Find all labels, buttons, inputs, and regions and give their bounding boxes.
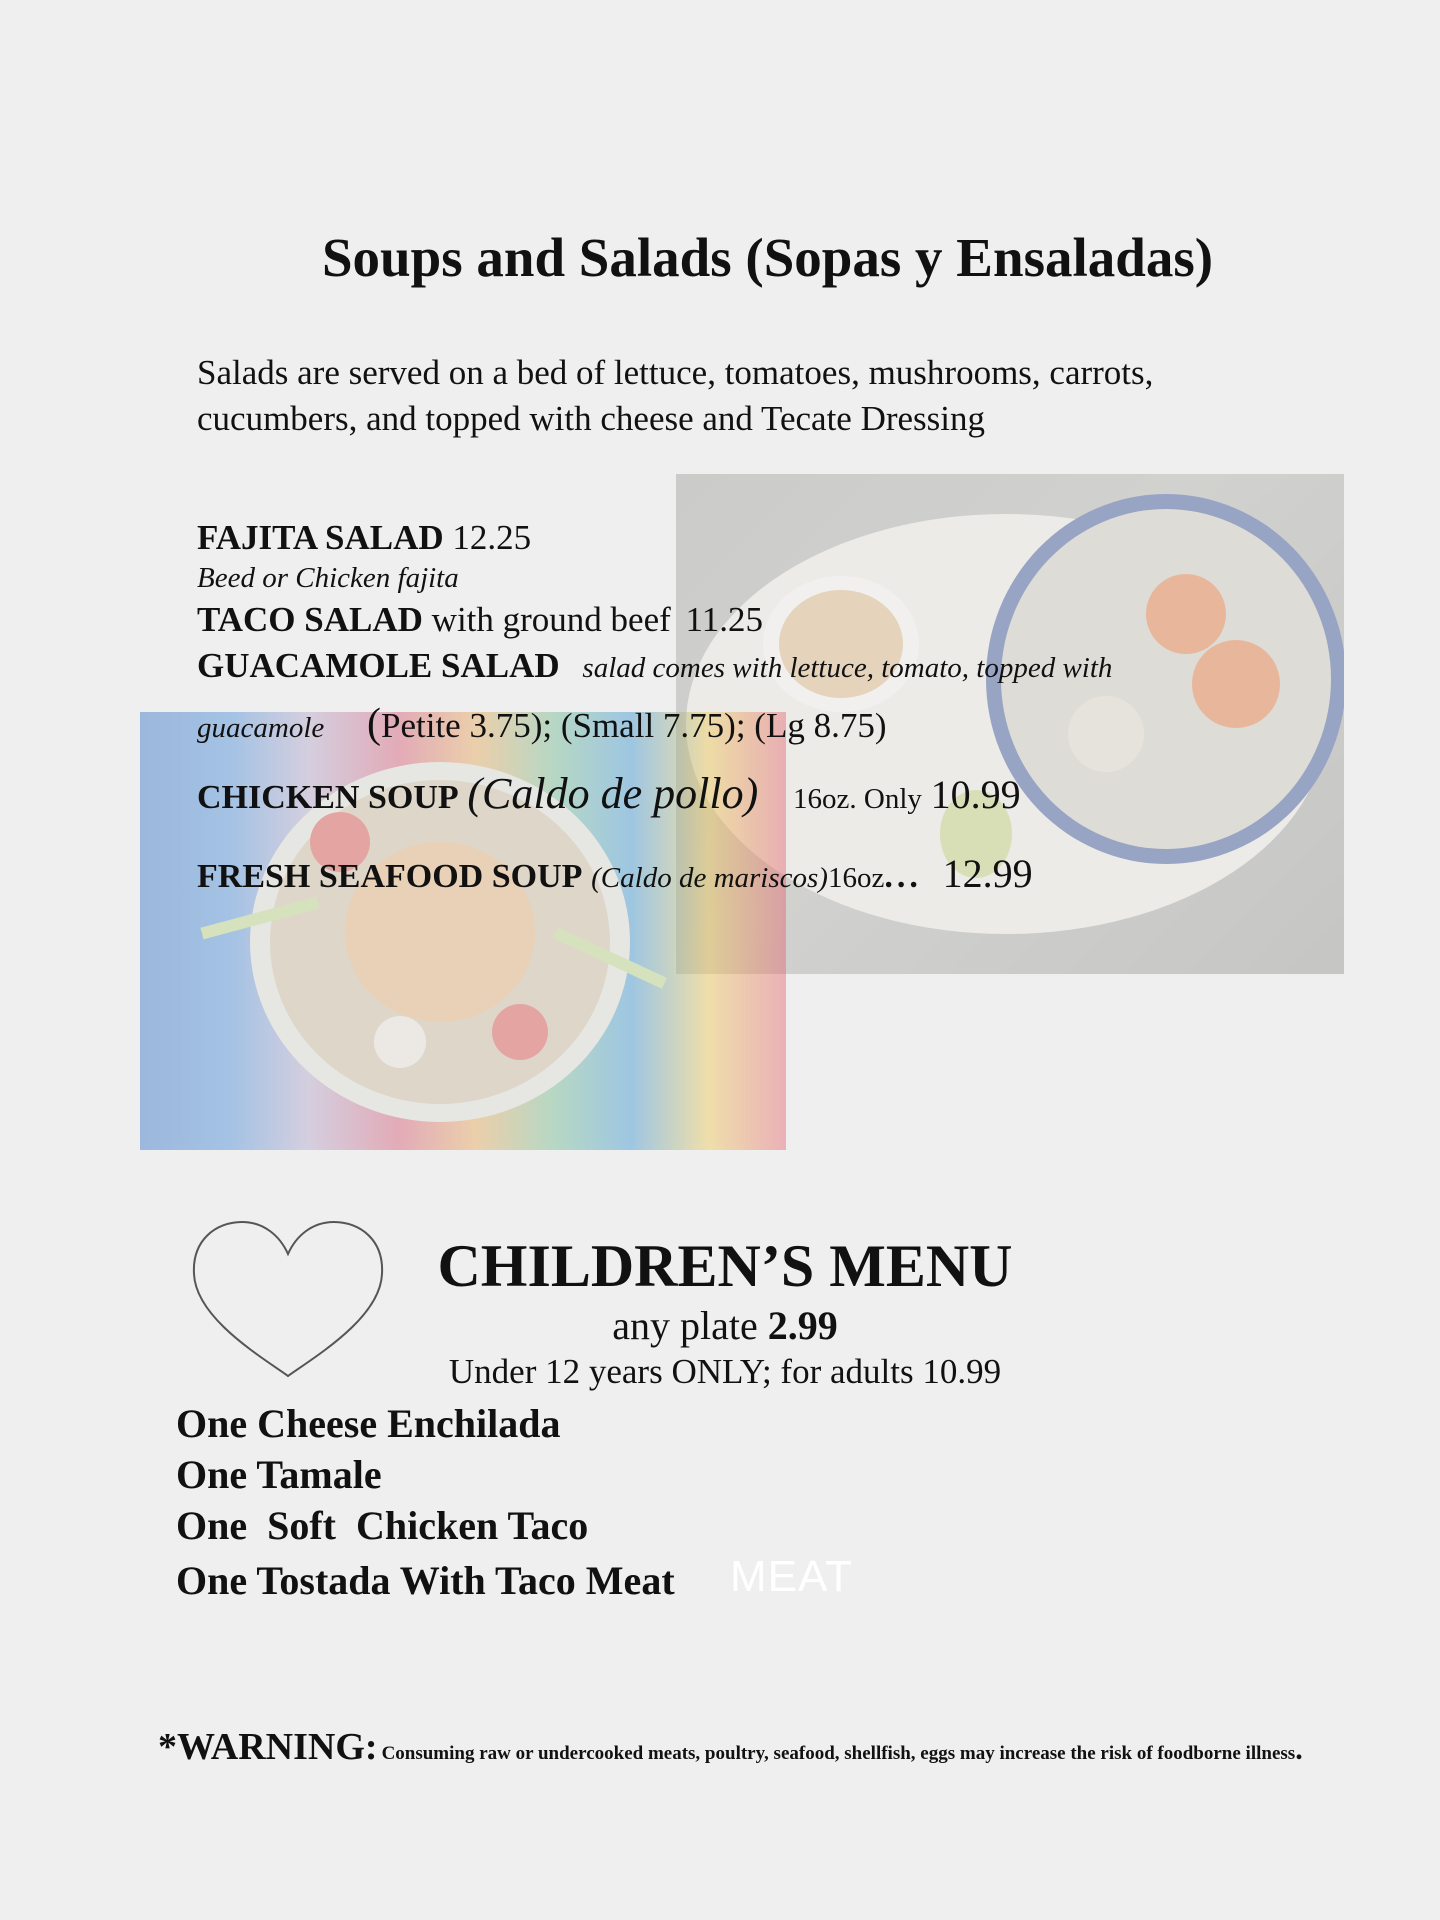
dot-leader: ... <box>884 858 922 895</box>
page-title: Soups and Salads (Sopas y Ensaladas) <box>321 227 1214 288</box>
item-name: TACO SALAD <box>197 600 423 639</box>
warning-text: Consuming raw or undercooked meats, poultry, seafood, shellfish, eggs may increase the risk of foodborne illness <box>381 1743 1296 1764</box>
price-value: 2.99 <box>767 1303 838 1348</box>
item-price: 12.99 <box>942 851 1033 896</box>
menu-item-taco-salad <box>197 600 763 640</box>
childrens-item: One Tostada With Taco Meat <box>176 1558 675 1603</box>
childrens-item: One Tamale <box>176 1452 382 1497</box>
guacamole-price-line <box>197 700 886 748</box>
menu-item-guacamole-salad <box>197 646 1112 686</box>
item-price: 11.25 <box>685 600 763 639</box>
price-label: any plate <box>612 1303 758 1348</box>
item-description: with ground beef <box>431 600 671 639</box>
item-description: salad comes with lettuce, tomato, topped with <box>582 652 1113 684</box>
childrens-menu-title: CHILDREN’S MENU <box>437 1233 1013 1299</box>
childrens-item: One Cheese Enchilada <box>176 1401 561 1446</box>
item-name: CHICKEN SOUP <box>197 779 459 816</box>
fajita-description: Beed or Chicken fajita <box>197 562 459 594</box>
childrens-price-line <box>360 1302 1090 1349</box>
paren-open: ( <box>367 701 381 747</box>
item-price: 10.99 <box>930 772 1021 817</box>
heart-outline-icon <box>190 1218 386 1380</box>
item-price: 12.25 <box>452 518 532 557</box>
item-alt-name: (Caldo de mariscos) <box>591 862 828 894</box>
item-size: 16oz. Only <box>793 783 922 815</box>
item-size: 16oz <box>827 862 885 894</box>
menu-item-fajita-salad <box>197 518 531 558</box>
item-prices: Petite 3.75); (Small 7.75); (Lg 8.75) <box>381 706 887 745</box>
ghost-text: MEAT <box>730 1552 853 1601</box>
item-alt-name: (Caldo de pollo) <box>467 769 759 818</box>
intro-text: Salads are served on a bed of lettuce, tomatoes, mushrooms, carrots, cucumbers, and topped with cheese and Tecate Dressing <box>197 353 1154 438</box>
item-description-cont: guacamole <box>197 712 325 744</box>
warning-period: . <box>1295 1733 1303 1766</box>
warning-label: *WARNING: <box>158 1726 378 1768</box>
item-name: FAJITA SALAD <box>197 518 444 557</box>
item-name: GUACAMOLE SALAD <box>197 646 560 685</box>
childrens-item: One Soft Chicken Taco <box>176 1503 589 1548</box>
food-safety-warning <box>158 1722 1318 1780</box>
childrens-age-note: Under 12 years ONLY; for adults 10.99 <box>448 1352 1002 1391</box>
menu-item-chicken-soup <box>197 768 1021 819</box>
item-name: FRESH SEAFOOD SOUP <box>197 858 583 895</box>
menu-item-seafood-soup <box>197 850 1033 897</box>
